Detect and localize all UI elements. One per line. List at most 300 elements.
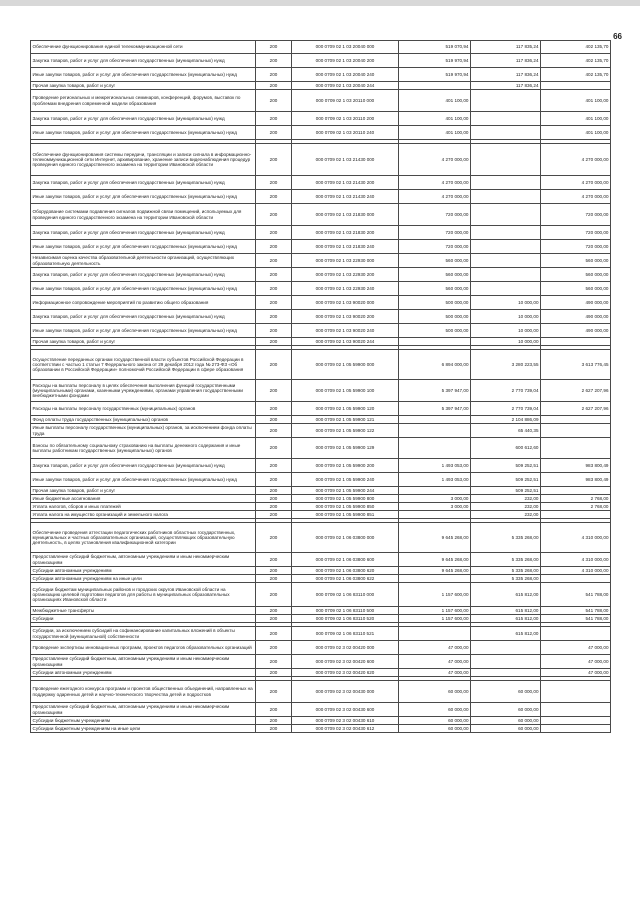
row-name: Иные закупки товаров, работ и услуг для обеспечения государственных (муниципальных) нужд [31, 190, 256, 204]
row-name: Субсидии автономным учреждениям на иные цели [31, 575, 256, 583]
table-row [31, 495, 611, 503]
row-name: Прочая закупка товаров, работ и услуг [31, 487, 256, 495]
row-name: Субсидии [31, 615, 256, 623]
row-line-code: 200 [256, 226, 292, 240]
row-unexecuted-amount: 47 000,00 [541, 641, 611, 655]
row-name: Иные закупки товаров, работ и услуг для обеспечения государственных (муниципальных) нужд [31, 473, 256, 487]
row-name: Иные бюджетные ассигнования [31, 495, 256, 503]
row-name: Оборудование системами подавления сигналов подвижной связи помещений, используемых для проведения единого государственного экзамена на территории Ивановской области [31, 204, 256, 226]
row-executed-amount [471, 112, 541, 126]
row-executed-amount [471, 282, 541, 296]
row-line-code: 200 [256, 254, 292, 268]
row-approved-amount: 1 157 600,00 [399, 607, 471, 615]
table-row [31, 473, 611, 487]
row-line-code: 200 [256, 627, 292, 641]
row-name: Прочая закупка товаров, работ и услуг [31, 338, 256, 346]
row-approved-amount: 1 157 600,00 [399, 615, 471, 623]
row-budget-code: 000 0709 02 3 02 00420 600 [292, 655, 399, 669]
row-budget-code: 000 0709 02 1 06 83110 500 [292, 607, 399, 615]
row-executed-amount: 615 812,00 [471, 615, 541, 623]
row-unexecuted-amount: 490 000,00 [541, 296, 611, 310]
row-unexecuted-amount [541, 416, 611, 424]
row-name: Закупка товаров, работ и услуг для обеспечения государственных (муниципальных) нужд [31, 268, 256, 282]
row-approved-amount [399, 424, 471, 438]
row-budget-code: 000 0709 02 1 06 83110 520 [292, 615, 399, 623]
row-line-code: 200 [256, 296, 292, 310]
row-line-code: 200 [256, 681, 292, 703]
row-unexecuted-amount: 541 788,00 [541, 615, 611, 623]
row-executed-amount: 600 612,60 [471, 438, 541, 459]
row-budget-code: 000 0709 02 1 05 59900 129 [292, 438, 399, 459]
row-unexecuted-amount [541, 511, 611, 519]
row-name: Проведение экспертизы инновационных программ, проектов педагогов образовательных организаций [31, 641, 256, 655]
budget-execution-table [30, 40, 611, 733]
row-line-code: 200 [256, 438, 292, 459]
row-name: Субсидии автономным учреждениям [31, 567, 256, 575]
row-budget-code: 000 0709 02 1 05 59900 100 [292, 380, 399, 402]
row-name: Проведение региональных и межрегиональных семинаров, конференций, форумов, выставок по проблемам внедрения современной модели образования [31, 90, 256, 112]
row-approved-amount: 60 000,00 [399, 681, 471, 703]
table-row [31, 324, 611, 338]
row-unexecuted-amount [541, 703, 611, 717]
row-budget-code: 000 0709 02 1 03 21830 200 [292, 226, 399, 240]
row-budget-code: 000 0709 02 1 03 90020 240 [292, 324, 399, 338]
table-row [31, 641, 611, 655]
row-budget-code: 000 0709 02 1 05 59900 000 [292, 350, 399, 380]
row-approved-amount: 60 000,00 [399, 725, 471, 733]
row-unexecuted-amount: 541 788,00 [541, 583, 611, 607]
table-row [31, 438, 611, 459]
row-executed-amount: 60 000,00 [471, 681, 541, 703]
row-budget-code: 000 0709 02 1 05 59900 851 [292, 511, 399, 519]
row-unexecuted-amount [541, 438, 611, 459]
row-unexecuted-amount: 4 270 000,00 [541, 176, 611, 190]
row-approved-amount [399, 416, 471, 424]
row-approved-amount [399, 438, 471, 459]
row-unexecuted-amount: 2 627 207,96 [541, 402, 611, 416]
row-budget-code: 000 0709 02 1 05 59900 122 [292, 424, 399, 438]
row-unexecuted-amount: 401 100,00 [541, 126, 611, 140]
row-name: Закупка товаров, работ и услуг для обеспечения государственных (муниципальных) нужд [31, 310, 256, 324]
row-executed-amount [471, 254, 541, 268]
table-row [31, 725, 611, 733]
row-unexecuted-amount: 2 627 207,96 [541, 380, 611, 402]
row-approved-amount: 4 270 000,00 [399, 144, 471, 176]
row-name: Иные закупки товаров, работ и услуг для обеспечения государственных (муниципальных) нужд [31, 282, 256, 296]
row-unexecuted-amount: 4 310 000,00 [541, 567, 611, 575]
table-row [31, 268, 611, 282]
row-executed-amount [471, 669, 541, 677]
table-row [31, 402, 611, 416]
row-unexecuted-amount [541, 575, 611, 583]
row-executed-amount [471, 641, 541, 655]
row-line-code: 200 [256, 126, 292, 140]
row-budget-code: 000 0709 02 1 03 90020 200 [292, 310, 399, 324]
row-line-code: 200 [256, 204, 292, 226]
row-budget-code: 000 0709 02 3 02 00420 620 [292, 669, 399, 677]
table-row [31, 350, 611, 380]
row-name: Независимая оценка качества образовательной деятельности организаций, осуществляющих образовательную деятельность [31, 254, 256, 268]
row-line-code: 200 [256, 41, 292, 54]
row-unexecuted-amount: 983 800,49 [541, 473, 611, 487]
row-executed-amount [471, 268, 541, 282]
row-budget-code: 000 0709 02 1 03 20110 240 [292, 126, 399, 140]
row-line-code: 200 [256, 503, 292, 511]
table-row [31, 240, 611, 254]
row-unexecuted-amount: 2 768,00 [541, 503, 611, 511]
table-row [31, 54, 611, 68]
row-approved-amount: 9 645 268,00 [399, 567, 471, 575]
row-approved-amount: 560 000,00 [399, 282, 471, 296]
row-unexecuted-amount: 490 000,00 [541, 324, 611, 338]
row-unexecuted-amount: 983 800,49 [541, 459, 611, 473]
row-executed-amount: 2 770 739,04 [471, 380, 541, 402]
row-name: Закупка товаров, работ и услуг для обеспечения государственных (муниципальных) нужд [31, 226, 256, 240]
row-approved-amount: 9 645 268,00 [399, 523, 471, 553]
row-name: Межбюджетные трансферты [31, 607, 256, 615]
row-line-code: 200 [256, 424, 292, 438]
row-budget-code: 000 0709 02 1 05 59900 244 [292, 487, 399, 495]
row-line-code: 200 [256, 190, 292, 204]
row-executed-amount: 60 000,00 [471, 717, 541, 725]
row-executed-amount: 65 440,35 [471, 424, 541, 438]
table-row [31, 310, 611, 324]
row-name: Информационное сопровождение мероприятий по развитию общего образования [31, 296, 256, 310]
row-unexecuted-amount: 401 100,00 [541, 90, 611, 112]
scan-top-edge [0, 0, 640, 6]
row-approved-amount: 560 000,00 [399, 268, 471, 282]
table-row [31, 144, 611, 176]
table-row [31, 567, 611, 575]
row-executed-amount: 60 000,00 [471, 725, 541, 733]
row-line-code: 200 [256, 607, 292, 615]
table-row [31, 553, 611, 567]
row-executed-amount: 10 000,00 [471, 310, 541, 324]
row-executed-amount: 5 335 268,00 [471, 523, 541, 553]
table-row [31, 190, 611, 204]
row-unexecuted-amount: 401 100,00 [541, 112, 611, 126]
row-executed-amount [471, 204, 541, 226]
row-executed-amount: 117 835,24 [471, 41, 541, 54]
row-executed-amount: 615 812,00 [471, 583, 541, 607]
row-line-code: 200 [256, 655, 292, 669]
row-line-code: 200 [256, 350, 292, 380]
row-name: Закупка товаров, работ и услуг для обеспечения государственных (муниципальных) нужд [31, 112, 256, 126]
row-executed-amount [471, 176, 541, 190]
table-row [31, 416, 611, 424]
row-approved-amount: 720 000,00 [399, 226, 471, 240]
table-row [31, 523, 611, 553]
row-executed-amount: 615 812,00 [471, 607, 541, 615]
row-approved-amount: 519 070,94 [399, 41, 471, 54]
row-budget-code: 000 0709 02 1 05 59900 121 [292, 416, 399, 424]
row-name: Обеспечение функционирования системы передачи, трансляции и записи сигнала в информационно-телекоммуникационной сети Интернет, архивирование, хранение записи видеонаблюдения процедур проведения единого государственного экзамена на территории Ивановской области [31, 144, 256, 176]
row-budget-code: 000 0709 02 3 02 00430 612 [292, 725, 399, 733]
row-approved-amount: 401 100,00 [399, 126, 471, 140]
row-line-code: 200 [256, 567, 292, 575]
row-budget-code: 000 0709 02 1 05 59900 850 [292, 503, 399, 511]
row-budget-code: 000 0709 02 1 03 22930 000 [292, 254, 399, 268]
row-executed-amount: 232,00 [471, 495, 541, 503]
row-line-code: 200 [256, 380, 292, 402]
row-line-code: 200 [256, 144, 292, 176]
row-name: Обеспечение проведения аттестации педагогических работников областных государственных, муниципальных и частных образовательных организаций, осуществляющих образовательную деятельность, в целях установления квалификационной категории [31, 523, 256, 553]
row-line-code: 200 [256, 68, 292, 82]
row-unexecuted-amount [541, 681, 611, 703]
table-row [31, 424, 611, 438]
row-line-code: 200 [256, 725, 292, 733]
row-budget-code: 000 0709 02 3 02 00430 600 [292, 703, 399, 717]
row-budget-code: 000 0709 02 1 06 83110 521 [292, 627, 399, 641]
row-budget-code: 000 0709 02 3 02 00430 610 [292, 717, 399, 725]
row-approved-amount: 4 270 000,00 [399, 176, 471, 190]
row-line-code: 200 [256, 495, 292, 503]
row-line-code: 200 [256, 487, 292, 495]
row-unexecuted-amount: 4 270 000,00 [541, 190, 611, 204]
row-approved-amount [399, 575, 471, 583]
row-name: Взносы по обязательному социальному страхованию на выплаты денежного содержания и иные выплаты работникам государственных (муниципальных) органов [31, 438, 256, 459]
row-budget-code: 000 0709 02 1 03 21830 240 [292, 240, 399, 254]
table-row [31, 717, 611, 725]
row-approved-amount: 401 100,00 [399, 90, 471, 112]
row-name: Обеспечение функционирования единой телекоммуникационной сети [31, 41, 256, 54]
row-approved-amount: 5 397 947,00 [399, 402, 471, 416]
row-line-code: 200 [256, 459, 292, 473]
row-budget-code: 000 0709 02 1 03 21430 240 [292, 190, 399, 204]
table-row [31, 380, 611, 402]
table-row [31, 112, 611, 126]
table-row [31, 254, 611, 268]
row-unexecuted-amount: 47 000,00 [541, 669, 611, 677]
row-name: Проведение ежегодного конкурса программ и проектов общественных объединений, направленных на поддержку одаренных детей и научно-технического творчества детей и подростков [31, 681, 256, 703]
row-line-code: 200 [256, 717, 292, 725]
row-unexecuted-amount: 402 135,70 [541, 41, 611, 54]
row-budget-code: 000 0709 02 1 03 21830 000 [292, 204, 399, 226]
row-budget-code: 000 0709 02 1 03 90020 244 [292, 338, 399, 346]
row-approved-amount [399, 338, 471, 346]
row-approved-amount [399, 627, 471, 641]
row-approved-amount: 60 000,00 [399, 703, 471, 717]
row-executed-amount: 10 000,00 [471, 296, 541, 310]
row-approved-amount: 500 000,00 [399, 324, 471, 338]
row-name: Субсидии бюджетам муниципальных районов и городских округов Ивановской области на организацию целевой подготовки педагогов для работы в муниципальных образовательных организациях Ивановской области [31, 583, 256, 607]
row-approved-amount [399, 487, 471, 495]
row-approved-amount: 9 645 268,00 [399, 553, 471, 567]
table-row [31, 503, 611, 511]
row-name: Закупка товаров, работ и услуг для обеспечения государственных (муниципальных) нужд [31, 459, 256, 473]
row-budget-code: 000 0709 02 1 03 20110 200 [292, 112, 399, 126]
row-unexecuted-amount: 47 000,00 [541, 655, 611, 669]
row-unexecuted-amount [541, 338, 611, 346]
row-line-code: 200 [256, 703, 292, 717]
row-executed-amount [471, 126, 541, 140]
table-row [31, 82, 611, 90]
row-approved-amount: 720 000,00 [399, 204, 471, 226]
row-line-code: 200 [256, 615, 292, 623]
row-unexecuted-amount: 402 135,70 [541, 68, 611, 82]
row-approved-amount [399, 82, 471, 90]
row-line-code: 200 [256, 240, 292, 254]
row-approved-amount [399, 511, 471, 519]
row-executed-amount: 117 836,24 [471, 54, 541, 68]
table-row [31, 669, 611, 677]
row-name: Субсидии, за исключением субсидий на софинансирование капитальных вложений в объекты государственной (муниципальной) собственности [31, 627, 256, 641]
row-name: Уплата налога на имущество организаций и земельного налога [31, 511, 256, 519]
row-unexecuted-amount: 720 000,00 [541, 226, 611, 240]
row-executed-amount [471, 144, 541, 176]
row-approved-amount: 500 000,00 [399, 310, 471, 324]
row-unexecuted-amount: 720 000,00 [541, 240, 611, 254]
table-row [31, 226, 611, 240]
row-line-code: 200 [256, 176, 292, 190]
table-row [31, 296, 611, 310]
row-line-code: 200 [256, 583, 292, 607]
row-name: Иные закупки товаров, работ и услуг для обеспечения государственных (муниципальных) нужд [31, 68, 256, 82]
row-name: Расходы на выплаты персоналу государственных (муниципальных) органов [31, 402, 256, 416]
row-executed-amount: 509 252,51 [471, 459, 541, 473]
row-line-code: 200 [256, 669, 292, 677]
row-unexecuted-amount: 4 310 000,00 [541, 523, 611, 553]
row-budget-code: 000 0709 02 1 03 21430 000 [292, 144, 399, 176]
row-unexecuted-amount: 560 000,00 [541, 282, 611, 296]
row-approved-amount: 5 397 947,00 [399, 380, 471, 402]
table-row [31, 338, 611, 346]
row-approved-amount: 3 000,00 [399, 495, 471, 503]
row-executed-amount: 10 000,00 [471, 338, 541, 346]
table-row [31, 176, 611, 190]
table-row [31, 703, 611, 717]
row-name: Субсидии бюджетным учреждениям [31, 717, 256, 725]
row-budget-code: 000 0709 02 1 06 03800 622 [292, 575, 399, 583]
row-budget-code: 000 0709 02 1 05 59900 800 [292, 495, 399, 503]
row-unexecuted-amount [541, 487, 611, 495]
table-row [31, 607, 611, 615]
row-unexecuted-amount: 541 788,00 [541, 607, 611, 615]
row-line-code: 200 [256, 268, 292, 282]
table-row [31, 627, 611, 641]
row-budget-code: 000 0709 02 1 03 20040 244 [292, 82, 399, 90]
table-row [31, 41, 611, 54]
row-line-code: 200 [256, 282, 292, 296]
row-approved-amount: 3 000,00 [399, 503, 471, 511]
row-unexecuted-amount: 490 000,00 [541, 310, 611, 324]
table-row [31, 90, 611, 112]
table-row [31, 583, 611, 607]
row-unexecuted-amount: 560 000,00 [541, 268, 611, 282]
row-unexecuted-amount [541, 82, 611, 90]
row-name: Осуществление переданных органам государственной власти субъектов Российской Федерации в соответствии с частью 1 статьи 7 Федерального закона от 29 декабря 2012 года № 273-ФЗ «Об образовании в Российской Федерации» полномочий Российской Федерации в сфере образования [31, 350, 256, 380]
row-executed-amount: 5 335 268,00 [471, 553, 541, 567]
row-approved-amount: 401 100,00 [399, 112, 471, 126]
row-name: Предоставление субсидий бюджетным, автономным учреждениям и иным некоммерческим организациям [31, 655, 256, 669]
row-approved-amount: 47 000,00 [399, 655, 471, 669]
row-approved-amount: 560 000,00 [399, 254, 471, 268]
row-executed-amount: 509 252,51 [471, 473, 541, 487]
row-unexecuted-amount [541, 717, 611, 725]
row-executed-amount: 117 836,24 [471, 82, 541, 90]
row-budget-code: 000 0709 02 1 03 20040 000 [292, 41, 399, 54]
table-row [31, 68, 611, 82]
row-executed-amount: 232,00 [471, 511, 541, 519]
row-line-code: 200 [256, 473, 292, 487]
row-line-code: 200 [256, 338, 292, 346]
row-executed-amount: 5 335 268,00 [471, 567, 541, 575]
row-approved-amount: 519 970,94 [399, 54, 471, 68]
row-budget-code: 000 0709 02 1 05 59900 240 [292, 473, 399, 487]
row-approved-amount: 500 000,00 [399, 296, 471, 310]
row-name: Иные закупки товаров, работ и услуг для обеспечения государственных (муниципальных) нужд [31, 126, 256, 140]
table-row [31, 681, 611, 703]
row-executed-amount: 10 000,00 [471, 324, 541, 338]
row-budget-code: 000 0709 02 3 02 00430 000 [292, 681, 399, 703]
row-approved-amount: 4 270 000,00 [399, 190, 471, 204]
row-name: Предоставление субсидий бюджетным, автономным учреждениям и иным некоммерческим организациям [31, 553, 256, 567]
row-line-code: 200 [256, 511, 292, 519]
row-name: Предоставление субсидий бюджетным, автономным учреждениям и иным некоммерческим организациям [31, 703, 256, 717]
row-line-code: 200 [256, 416, 292, 424]
table-row [31, 204, 611, 226]
row-unexecuted-amount: 720 000,00 [541, 204, 611, 226]
row-executed-amount [471, 240, 541, 254]
row-budget-code: 000 0709 02 1 05 59900 120 [292, 402, 399, 416]
row-budget-code: 000 0709 02 1 06 03800 600 [292, 553, 399, 567]
row-line-code: 200 [256, 641, 292, 655]
row-approved-amount: 1 493 053,00 [399, 459, 471, 473]
row-line-code: 200 [256, 112, 292, 126]
row-unexecuted-amount [541, 424, 611, 438]
row-executed-amount: 3 280 223,55 [471, 350, 541, 380]
row-executed-amount [471, 190, 541, 204]
row-name: Закупка товаров, работ и услуг для обеспечения государственных (муниципальных) нужд [31, 54, 256, 68]
table-row [31, 615, 611, 623]
row-unexecuted-amount: 4 310 000,00 [541, 553, 611, 567]
row-unexecuted-amount: 2 768,00 [541, 495, 611, 503]
row-name: Фонд оплаты труда государственных (муниципальных) органов [31, 416, 256, 424]
row-line-code: 200 [256, 553, 292, 567]
row-name: Расходы на выплаты персоналу в целях обеспечения выполнения функций государственными (муниципальными) органами, казенными учреждениями, органами управления государственными внебюджетными фондами [31, 380, 256, 402]
row-line-code: 200 [256, 82, 292, 90]
row-line-code: 200 [256, 90, 292, 112]
row-budget-code: 000 0709 02 1 06 83110 000 [292, 583, 399, 607]
table-row [31, 126, 611, 140]
row-name: Субсидии бюджетным учреждениям на иные цели [31, 725, 256, 733]
row-approved-amount: 519 970,94 [399, 68, 471, 82]
row-name: Иные выплаты персоналу государственных (муниципальных) органов, за исключением фонда оплаты труда [31, 424, 256, 438]
row-unexecuted-amount [541, 627, 611, 641]
row-executed-amount [471, 655, 541, 669]
row-unexecuted-amount: 3 613 776,45 [541, 350, 611, 380]
row-line-code: 200 [256, 324, 292, 338]
row-approved-amount: 1 157 600,00 [399, 583, 471, 607]
row-name: Прочая закупка товаров, работ и услуг [31, 82, 256, 90]
row-executed-amount: 615 812,00 [471, 627, 541, 641]
row-unexecuted-amount [541, 725, 611, 733]
row-budget-code: 000 0709 02 1 05 59900 200 [292, 459, 399, 473]
row-name: Субсидии автономным учреждениям [31, 669, 256, 677]
row-executed-amount [471, 226, 541, 240]
row-approved-amount: 6 894 000,00 [399, 350, 471, 380]
table-row [31, 575, 611, 583]
row-executed-amount: 5 335 268,00 [471, 575, 541, 583]
table-row [31, 459, 611, 473]
row-line-code: 200 [256, 575, 292, 583]
row-unexecuted-amount: 402 135,70 [541, 54, 611, 68]
row-executed-amount: 2 770 739,04 [471, 402, 541, 416]
table-row [31, 282, 611, 296]
row-executed-amount: 509 252,51 [471, 487, 541, 495]
row-budget-code: 000 0709 02 1 06 03800 000 [292, 523, 399, 553]
row-executed-amount [471, 90, 541, 112]
